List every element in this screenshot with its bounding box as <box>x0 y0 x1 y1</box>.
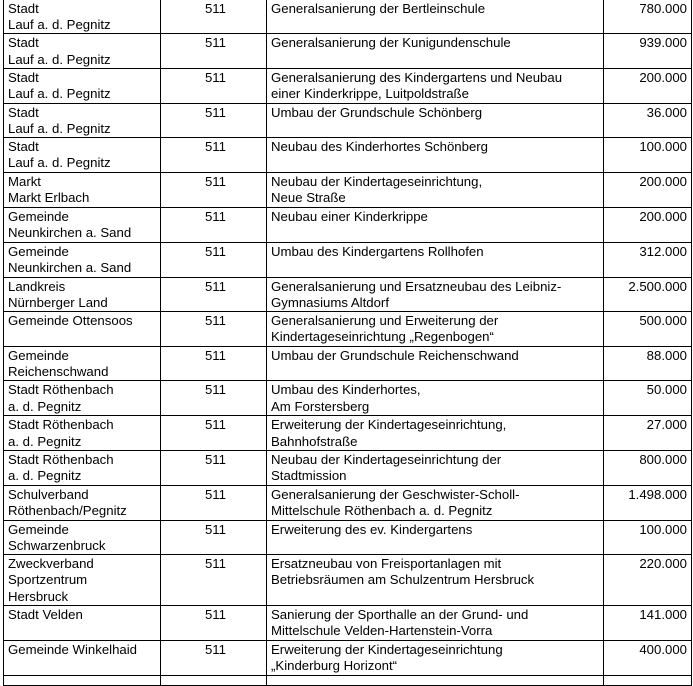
recipient-cell: Gemeinde Schwarzenbruck <box>4 520 161 554</box>
measure-cell: Generalsanierung des Kindergartens und Neubau einer Kinderkrippe, Luitpoldstraße <box>267 68 604 103</box>
amount-cell: 200.000 <box>604 68 692 103</box>
measure-cell: Neubau der Kindertageseinrichtung, Neue Straße <box>267 173 604 207</box>
measure-cell: Neubau einer Kinderkrippe <box>267 207 604 242</box>
table-row <box>4 416 692 450</box>
table-row <box>4 277 692 311</box>
recipient-cell: Stadt Röthenbach a. d. Pegnitz <box>4 450 161 485</box>
amount-cell: 939.000 <box>604 34 692 68</box>
amount-cell: 200.000 <box>604 207 692 242</box>
table-row <box>4 485 692 520</box>
code-cell: 511 <box>161 277 267 311</box>
recipient-cell: Gemeinde Neunkirchen a. Sand <box>4 242 161 277</box>
amount-cell: 1.498.000 <box>604 485 692 520</box>
measure-cell: Neubau des Kinderhortes Schönberg <box>267 138 604 173</box>
recipient-cell: Gemeinde Ottensoos <box>4 312 161 347</box>
recipient-cell: Schulverband Röthenbach/Pegnitz <box>4 485 161 520</box>
measure-cell: Ersatzneubau von Freisportanlagen mit Betriebsräumen am Schulzentrum Hersbruck <box>267 555 604 606</box>
table-row <box>4 68 692 103</box>
table-row <box>4 312 692 347</box>
amount-cell: 500.000 <box>604 312 692 347</box>
table-row <box>4 520 692 554</box>
code-cell: 511 <box>161 520 267 554</box>
recipient-cell: Stadt Lauf a. d. Pegnitz <box>4 103 161 137</box>
table-row <box>4 103 692 137</box>
measure-cell: Generalsanierung der Kunigundenschule <box>267 34 604 68</box>
measure-cell: Generalsanierung und Erweiterung der Kindertageseinrichtung „Regenbogen“ <box>267 312 604 347</box>
code-cell: 511 <box>161 34 267 68</box>
amount-cell: 141.000 <box>604 606 692 641</box>
table-row <box>4 450 692 485</box>
amount-cell: 800.000 <box>604 450 692 485</box>
measure-cell: Sanierung der Sporthalle an der Grund- und Mittelschule Velden-Hartenstein-Vorra <box>267 606 604 641</box>
table-row <box>4 606 692 641</box>
amount-cell: 50.000 <box>604 381 692 416</box>
measure-cell: Umbau des Kindergartens Rollhofen <box>267 242 604 277</box>
code-cell: 511 <box>161 68 267 103</box>
recipient-cell: Gemeinde Reichenschwand <box>4 347 161 381</box>
measure-cell: Generalsanierung der Bertleinschule <box>267 0 604 34</box>
measure-cell: Umbau der Grundschule Schönberg <box>267 103 604 137</box>
amount-cell: 36.000 <box>604 103 692 137</box>
recipient-cell: Gemeinde Neunkirchen a. Sand <box>4 207 161 242</box>
code-cell: 511 <box>161 485 267 520</box>
amount-cell: 27.000 <box>604 416 692 450</box>
amount-cell: 100.000 <box>604 138 692 173</box>
recipient-cell: Stadt Lauf a. d. Pegnitz <box>4 0 161 34</box>
code-cell: 511 <box>161 207 267 242</box>
recipient-cell: Stadt Velden <box>4 606 161 641</box>
measure-cell: Erweiterung des ev. Kindergartens <box>267 520 604 554</box>
code-cell: 511 <box>161 312 267 347</box>
code-cell: 511 <box>161 641 267 676</box>
code-cell: 511 <box>161 555 267 606</box>
measure-cell: Neubau der Kindertageseinrichtung der Stadtmission <box>267 450 604 485</box>
amount-cell: 220.000 <box>604 555 692 606</box>
measure-cell: Erweiterung der Kindertageseinrichtung, Bahnhofstraße <box>267 416 604 450</box>
measure-cell: Erweiterung der Kindertageseinrichtung „Kinderburg Horizont“ <box>267 641 604 676</box>
code-cell: 511 <box>161 450 267 485</box>
code-cell: 511 <box>161 242 267 277</box>
table-row <box>4 138 692 173</box>
table-row <box>4 555 692 606</box>
amount-cell: 400.000 <box>604 641 692 676</box>
code-cell: 511 <box>161 173 267 207</box>
table-row <box>4 347 692 381</box>
table-row <box>4 207 692 242</box>
amount-cell: 200.000 <box>604 173 692 207</box>
code-cell: 511 <box>161 606 267 641</box>
measure-cell <box>267 676 604 686</box>
measure-cell: Umbau des Kinderhortes, Am Forstersberg <box>267 381 604 416</box>
amount-cell: 2.500.000 <box>604 277 692 311</box>
amount-cell: 780.000 <box>604 0 692 34</box>
recipient-cell: Stadt Röthenbach a. d. Pegnitz <box>4 381 161 416</box>
table-row <box>4 676 692 686</box>
code-cell: 511 <box>161 0 267 34</box>
recipient-cell: Gemeinde Winkelhaid <box>4 641 161 676</box>
recipient-cell: Markt Markt Erlbach <box>4 173 161 207</box>
recipient-cell: Stadt Lauf a. d. Pegnitz <box>4 138 161 173</box>
table-row <box>4 173 692 207</box>
table-row <box>4 0 692 34</box>
table-row <box>4 381 692 416</box>
table-row <box>4 34 692 68</box>
measure-cell: Generalsanierung der Geschwister-Scholl- Mittelschule Röthenbach a. d. Pegnitz <box>267 485 604 520</box>
measure-cell: Umbau der Grundschule Reichenschwand <box>267 347 604 381</box>
recipient-cell: Stadt Lauf a. d. Pegnitz <box>4 68 161 103</box>
amount-cell: 88.000 <box>604 347 692 381</box>
recipient-cell: Stadt Röthenbach a. d. Pegnitz <box>4 416 161 450</box>
code-cell: 511 <box>161 138 267 173</box>
table-row <box>4 641 692 676</box>
amount-cell: 312.000 <box>604 242 692 277</box>
recipient-cell: Stadt Lauf a. d. Pegnitz <box>4 34 161 68</box>
code-cell: 511 <box>161 103 267 137</box>
amount-cell <box>604 676 692 686</box>
code-cell <box>161 676 267 686</box>
measure-cell: Generalsanierung und Ersatzneubau des Leibniz- Gymnasiums Altdorf <box>267 277 604 311</box>
code-cell: 511 <box>161 347 267 381</box>
recipient-cell: Landkreis Nürnberger Land <box>4 277 161 311</box>
amount-cell: 100.000 <box>604 520 692 554</box>
funding-table <box>3 0 692 686</box>
recipient-cell <box>4 676 161 686</box>
code-cell: 511 <box>161 381 267 416</box>
table-row <box>4 242 692 277</box>
table-body <box>4 0 692 686</box>
recipient-cell: Zweckverband Sportzentrum Hersbruck <box>4 555 161 606</box>
code-cell: 511 <box>161 416 267 450</box>
